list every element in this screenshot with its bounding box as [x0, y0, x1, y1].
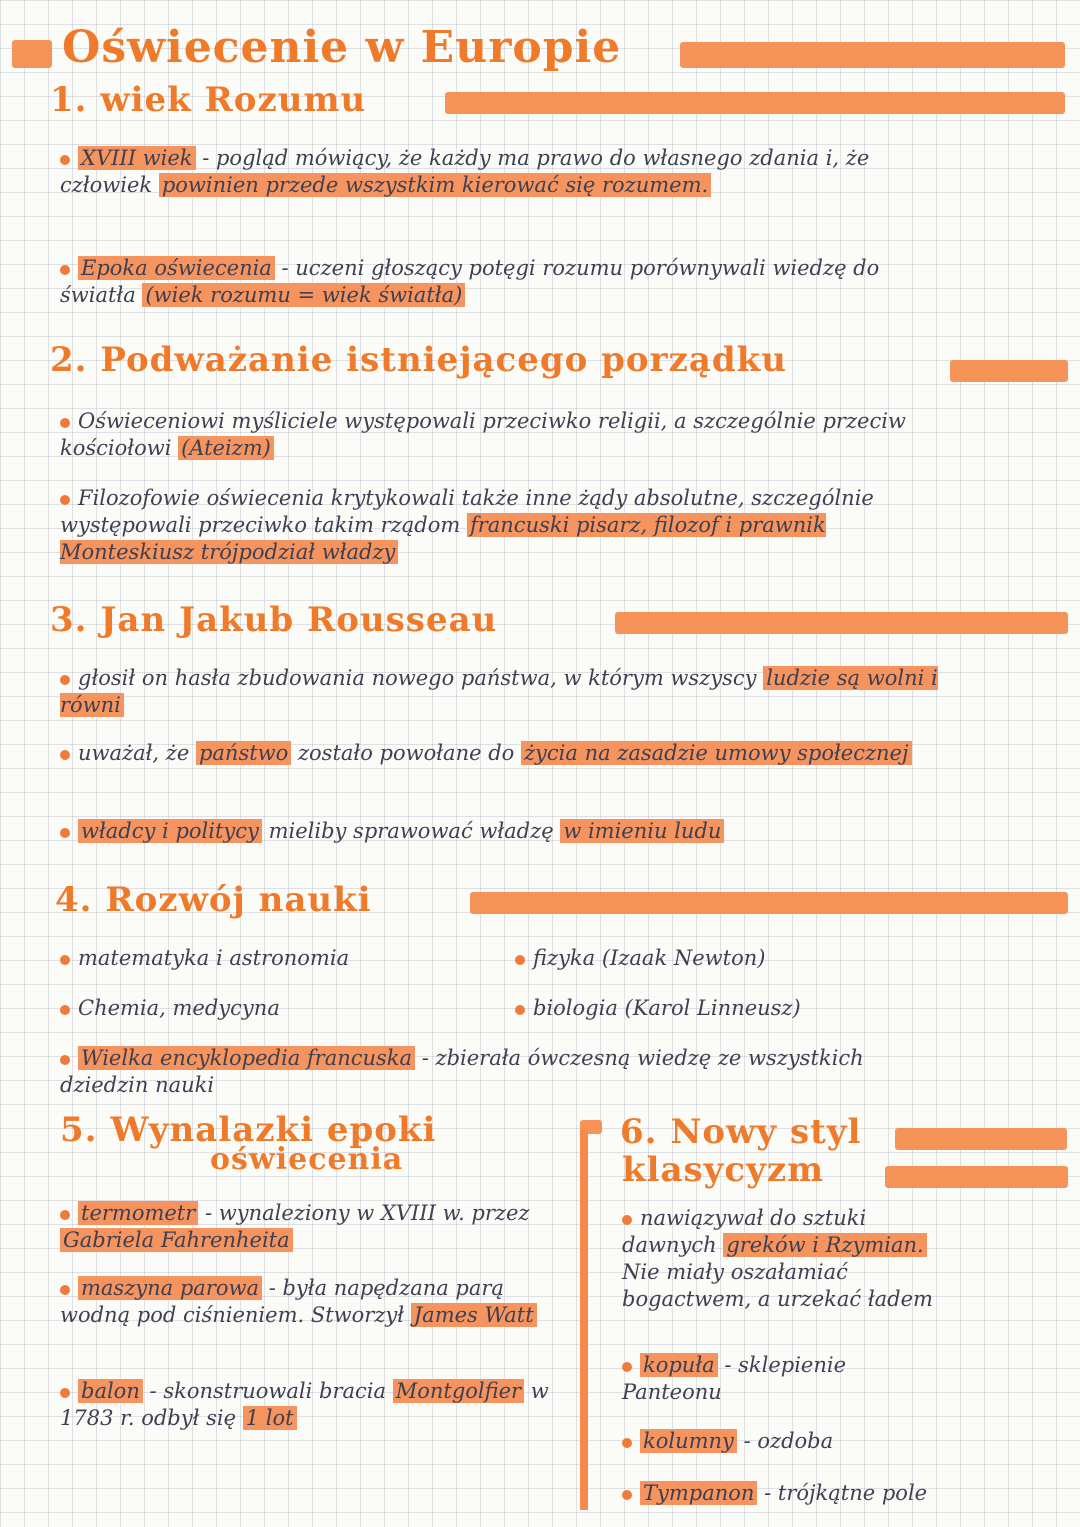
title-highlight-bar: [680, 42, 1065, 68]
section-3-bullet-2: uważał, że państwo zostało powołane do życia na zasadzie umowy społecznej: [60, 740, 940, 767]
bullet-dot: [60, 1210, 70, 1220]
section-5-bullet-1: termometr - wynaleziony w XVIII w. przez Gabriela Fahrenheita: [60, 1200, 570, 1254]
bullet-dot: [60, 1055, 70, 1065]
section-1-highlight-bar: [445, 92, 1065, 114]
section-4-item-2: fizyka (Izaak Newton): [515, 945, 965, 972]
bullet-dot: [60, 1005, 70, 1015]
section-4-item-1: matematyka i astronomia: [60, 945, 510, 972]
section-6-bullet-4: Tympanon - trójkątne pole: [622, 1480, 962, 1507]
bullet-dot: [622, 1215, 632, 1225]
section-2-bullet-1: Oświeceniowi myśliciele występowali przeciwko religii, a szczególnie przeciw kościołowi (Ateizm): [60, 409, 906, 460]
section-4-highlight-bar: [470, 892, 1068, 914]
bullet-dot: [622, 1438, 632, 1448]
section-3-heading: 3. Jan Jakub Rousseau: [50, 600, 498, 640]
section-6-bullet-3: kolumny - ozdoba: [622, 1428, 952, 1455]
bullet-dot: [622, 1490, 632, 1500]
section-6-heading-line-2: klasycyzm: [622, 1150, 825, 1190]
section-3-bullet-1: głosił on hasła zbudowania nowego państwa, w którym wszyscy ludzie są wolni i równi: [60, 666, 938, 717]
section-5-heading-line-2: oświecenia: [210, 1142, 404, 1177]
bullet-dot: [60, 955, 70, 965]
section-3-highlight-bar: [615, 612, 1068, 634]
section-1-heading: 1. wiek Rozumu: [50, 80, 367, 120]
section-6-highlight-bar: [895, 1128, 1067, 1150]
section-4-item-3: Chemia, medycyna: [60, 995, 510, 1022]
bullet-dot: [60, 418, 70, 428]
bullet-dot: [60, 1388, 70, 1398]
section-1-bullet-1: XVIII wiek - pogląd mówiący, że każdy ma prawo do własnego zdania i, że człowiek powinien przede wszystkim kierować się rozumem.: [60, 146, 870, 197]
section-2-heading: 2. Podważanie istniejącego porządku: [50, 340, 787, 380]
section-6-bullet-1: nawiązywał do sztuki dawnych greków i Rzymian. Nie miały oszałamiać bogactwem, a urzekać ładem: [622, 1206, 933, 1311]
bullet-dot: [60, 828, 70, 838]
bullet-dot: [60, 495, 70, 505]
bullet-dot: [515, 955, 525, 965]
section-4-item-4: biologia (Karol Linneusz): [515, 995, 965, 1022]
bullet-dot: [60, 675, 70, 685]
section-2-highlight-bar: [950, 360, 1068, 382]
column-divider-top: [580, 1120, 602, 1134]
section-6-highlight-bar-2: [885, 1166, 1068, 1188]
bullet-dot: [622, 1362, 632, 1372]
column-divider: [580, 1130, 588, 1510]
page-title: Oświecenie w Europie: [62, 22, 622, 73]
section-3-bullet-3: władcy i politycy mieliby sprawować władzę w imieniu ludu: [60, 818, 940, 845]
section-1-bullet-2: Epoka oświecenia - uczeni głoszący potęgi rozumu porównywali wiedzę do światła (wiek rozumu = wiek światła): [60, 256, 880, 307]
section-5-bullet-2: maszyna parowa - była napędzana parą wodną pod ciśnieniem. Stworzył James Watt: [60, 1275, 570, 1329]
bullet-dot: [60, 1285, 70, 1295]
section-4-heading: 4. Rozwój nauki: [55, 880, 372, 920]
bullet-dot: [60, 155, 70, 165]
bullet-dot: [515, 1005, 525, 1015]
section-5-heading: 5. Wynalazki epoki: [60, 1110, 437, 1150]
section-2-bullet-2: Filozofowie oświecenia krytykowali także inne żądy absolutne, szczególnie występowali przeciwko takim rządom francuski pisarz, filozof i prawnik Monteskiusz trójpodział władzy: [60, 486, 874, 564]
title-marker: [12, 40, 52, 68]
bullet-dot: [60, 265, 70, 275]
section-6-bullet-2: kopuła - sklepienie Panteonu: [622, 1353, 847, 1404]
section-4-bullet-1: Wielka encyklopedia francuska - zbierała ówczesną wiedzę ze wszystkich dziedzin nauki: [60, 1046, 864, 1097]
section-5-bullet-3: balon - skonstruowali bracia Montgolfier w 1783 r. odbył się 1 lot: [60, 1379, 549, 1430]
bullet-dot: [60, 750, 70, 760]
section-6-heading: 6. Nowy styl: [620, 1112, 862, 1152]
